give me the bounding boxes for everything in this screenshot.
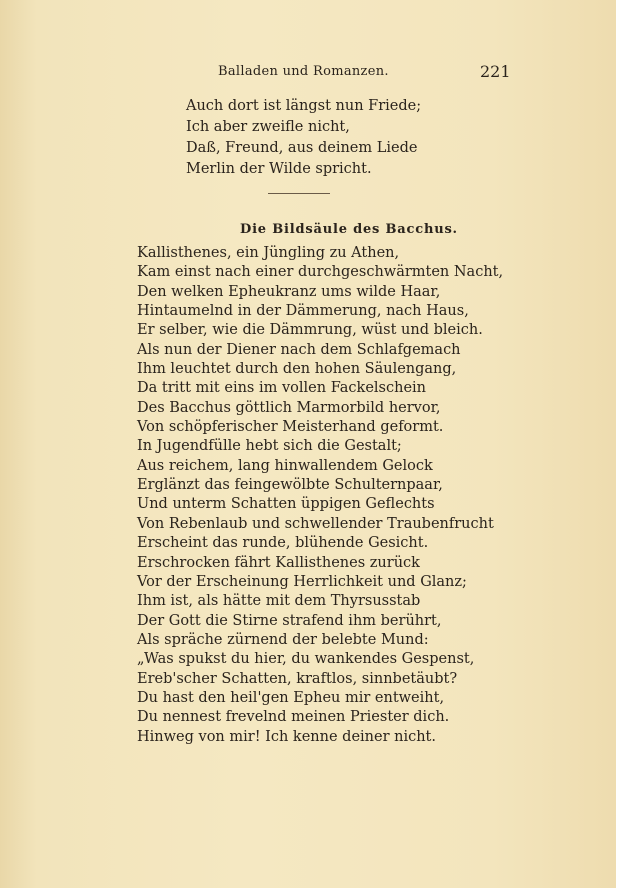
verse-line: In Jugendfülle hebt sich die Gestalt; (137, 438, 402, 455)
verse-line: Du nennest frevelnd meinen Priester dich. (137, 709, 450, 726)
verse-line: „Was spukst du hier, du wankendes Gespenst, (137, 651, 475, 668)
verse-line: Da tritt mit eins im vollen Fackelschein (137, 380, 426, 397)
verse-line: Der Gott die Stirne strafend ihm berührt, (137, 612, 442, 629)
verse-line: Daß, Freund, aus deinem Liede (186, 140, 418, 156)
verse-line: Hinweg von mir! Ich kenne deiner nicht. (137, 728, 436, 745)
verse-line: Ich aber zweifle nicht, (186, 119, 350, 135)
verse-line: Ihm leuchtet durch den hohen Säulengang, (137, 361, 457, 378)
section-divider (268, 193, 330, 194)
verse-line: Als nun der Diener nach dem Schlafgemach (137, 341, 461, 358)
verse-line: Von Rebenlaub und schwellender Traubenfrucht (137, 515, 494, 532)
verse-line: Er selber, wie die Dämmrung, wüst und bleich. (137, 322, 483, 339)
verse-line: Und unterm Schatten üppigen Geflechts (137, 496, 435, 513)
verse-line: Erschrocken fährt Kallisthenes zurück (137, 554, 420, 571)
verse-line: Kam einst nach einer durchgeschwärmten Nacht, (137, 264, 504, 281)
page-number: 221 (480, 62, 511, 81)
verse-line: Ereb'scher Schatten, kraftlos, sinnbetäubt? (137, 670, 458, 687)
verse-line: Von schöpferischer Meisterhand geformt. (137, 419, 444, 436)
verse-line: Du hast den heil'gen Epheu mir entweiht, (137, 689, 445, 706)
previous-poem-stanza (186, 96, 421, 180)
running-header: Balladen und Romanzen. (218, 64, 389, 79)
verse-line: Erscheint das runde, blühende Gesicht. (137, 535, 429, 552)
verse-line: Des Bacchus göttlich Marmorbild hervor, (137, 399, 441, 416)
page-margin (616, 0, 623, 888)
poem-title: Die Bildsäule des Bacchus. (240, 222, 458, 237)
verse-line: Vor der Erscheinung Herrlichkeit und Glanz; (137, 573, 467, 590)
verse-line: Kallisthenes, ein Jüngling zu Athen, (137, 245, 400, 261)
poem-body (137, 244, 503, 747)
verse-line: Hintaumelnd in der Dämmerung, nach Haus, (137, 303, 469, 320)
verse-line: Ihm ist, als hätte mit dem Thyrsusstab (137, 593, 421, 610)
verse-line: Merlin der Wilde spricht. (186, 161, 372, 177)
verse-line: Aus reichem, lang hinwallendem Gelock (137, 457, 433, 474)
verse-line: Den welken Epheukranz ums wilde Haar, (137, 283, 441, 300)
verse-line: Als spräche zürnend der belebte Mund: (137, 631, 429, 648)
verse-line: Erglänzt das feingewölbte Schulternpaar, (137, 477, 443, 494)
verse-line: Auch dort ist längst nun Friede; (186, 98, 422, 114)
